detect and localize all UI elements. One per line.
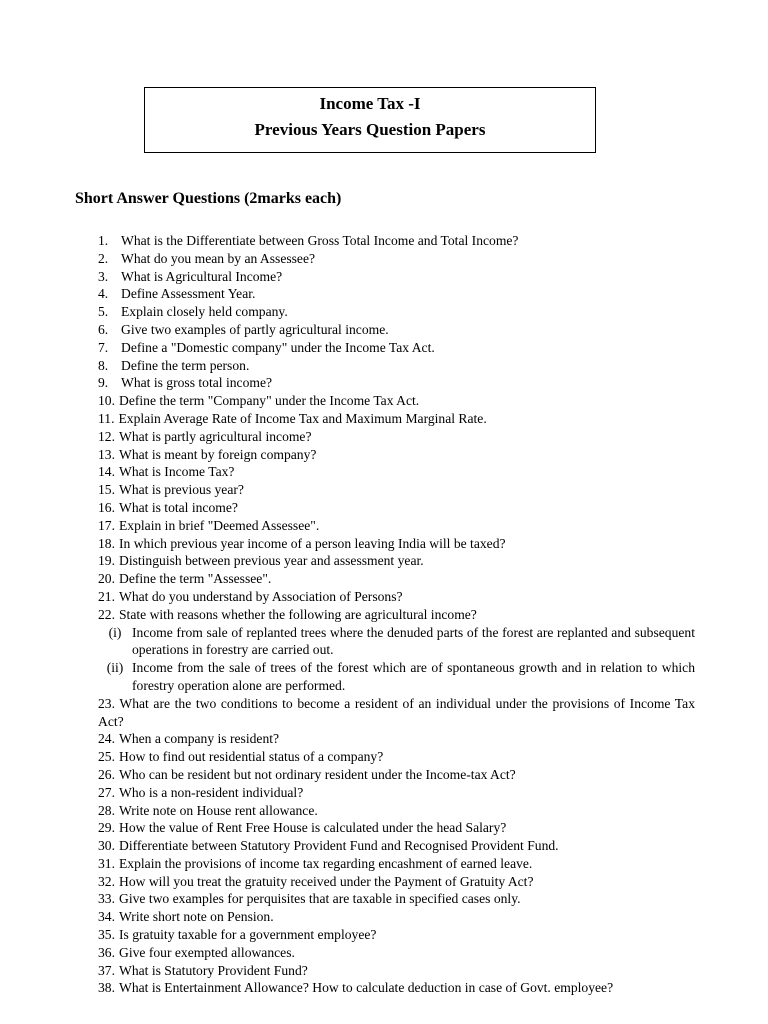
question-item: [98, 979, 695, 997]
question-item: [98, 250, 695, 268]
question-number: 37.: [98, 962, 115, 978]
question-number: 35.: [98, 927, 115, 943]
question-item: [98, 944, 695, 962]
document-title: Income Tax -I: [319, 94, 421, 113]
question-text: Differentiate between Statutory Provident Fund and Recognised Provident Fund.: [119, 838, 559, 854]
question-text: State with reasons whether the following are agricultural income?: [119, 606, 477, 622]
question-item: [98, 535, 695, 553]
question-number: 34.: [98, 909, 115, 925]
question-text: What are the two conditions to become a resident of an individual under the provisions of Income Tax Act?: [98, 695, 695, 729]
sub-item: [98, 659, 695, 695]
question-text: What is the Differentiate between Gross Total Income and Total Income?: [121, 233, 519, 248]
question-number: 20.: [98, 571, 115, 587]
question-item: [98, 819, 695, 837]
document-subtitle: Previous Years Question Papers: [254, 120, 486, 139]
question-text: What is Income Tax?: [119, 464, 235, 480]
question-number: 16.: [98, 499, 115, 515]
question-text: How to find out residential status of a company?: [119, 749, 384, 765]
question-item: [98, 357, 695, 375]
question-item: [98, 232, 695, 250]
question-number: 29.: [98, 820, 115, 836]
question-text: Who is a non-resident individual?: [119, 784, 304, 800]
question-text: Define the term person.: [121, 357, 250, 373]
question-text: Define a "Domestic company" under the Income Tax Act.: [121, 339, 435, 355]
question-number: 28.: [98, 802, 115, 818]
question-number: 31.: [98, 855, 115, 871]
section-heading: Short Answer Questions (2marks each): [75, 190, 342, 207]
sub-item-text: Income from sale of replanted trees where the denuded parts of the forest are replanted and subsequent operations in forestry are carried out.: [132, 624, 695, 658]
question-number: 4.: [98, 286, 109, 302]
question-text: What is Agricultural Income?: [121, 268, 283, 284]
question-text: When a company is resident?: [119, 731, 280, 747]
question-number: 10.: [98, 393, 115, 409]
question-item: [98, 446, 695, 464]
question-text: Explain Average Rate of Income Tax and Maximum Marginal Rate.: [118, 410, 487, 426]
question-item: [98, 784, 695, 802]
question-text: Who can be resident but not ordinary resident under the Income-tax Act?: [119, 766, 516, 782]
question-item: [98, 606, 695, 624]
question-number: 26.: [98, 766, 115, 782]
question-text: What is Statutory Provident Fund?: [119, 962, 308, 978]
question-item: [98, 730, 695, 748]
question-item: [98, 890, 695, 908]
question-number: 25.: [98, 749, 115, 765]
question-item: [98, 410, 695, 428]
question-number: 6.: [98, 321, 109, 337]
question-text: Explain the provisions of income tax regarding encashment of earned leave.: [119, 855, 533, 871]
question-number: 12.: [98, 428, 115, 444]
question-item: [98, 481, 695, 499]
question-number: 17.: [98, 517, 115, 533]
question-number: 11.: [98, 410, 115, 426]
question-text: What is gross total income?: [121, 375, 273, 391]
question-text: What do you understand by Association of Persons?: [119, 588, 403, 604]
question-item: [98, 552, 695, 570]
question-text: What do you mean by an Assessee?: [121, 250, 316, 266]
sub-item-numeral: (ii): [106, 660, 124, 676]
question-item: [98, 802, 695, 820]
question-text: Explain closely held company.: [121, 304, 288, 320]
question-item: [98, 303, 695, 321]
question-text: How the value of Rent Free House is calculated under the head Salary?: [119, 820, 507, 836]
question-text: What is previous year?: [119, 482, 244, 498]
question-number: 30.: [98, 838, 115, 854]
question-text: Explain in brief "Deemed Assessee".: [119, 517, 320, 533]
question-item: [98, 321, 695, 339]
question-number: 23.: [98, 695, 120, 711]
question-number: 27.: [98, 784, 115, 800]
question-item: [98, 392, 695, 410]
question-number: 18.: [98, 535, 115, 551]
question-number: 22.: [98, 606, 115, 622]
question-number: 3.: [98, 268, 109, 284]
question-item: [98, 517, 695, 535]
question-text: How will you treat the gratuity received under the Payment of Gratuity Act?: [119, 873, 534, 889]
question-number: 24.: [98, 731, 115, 747]
question-text: Define Assessment Year.: [121, 286, 256, 302]
question-text: Define the term "Assessee".: [119, 571, 272, 587]
question-number: 36.: [98, 944, 115, 960]
question-item: [98, 339, 695, 357]
question-text: Write short note on Pension.: [119, 909, 274, 925]
question-item: [98, 285, 695, 303]
question-item: [98, 428, 695, 446]
question-item: [98, 588, 695, 606]
question-text: Give two examples of partly agricultural income.: [121, 321, 389, 337]
question-number: 7.: [98, 339, 109, 355]
question-number: 33.: [98, 891, 115, 907]
question-item: [98, 748, 695, 766]
question-number: 32.: [98, 873, 115, 889]
question-number: 15.: [98, 482, 115, 498]
question-item: [98, 926, 695, 944]
question-item: [98, 766, 695, 784]
question-number: 19.: [98, 553, 115, 569]
question-text: Define the term "Company" under the Income Tax Act.: [119, 393, 420, 409]
question-item: [98, 374, 695, 392]
question-number: 1.: [98, 233, 109, 248]
question-text: Distinguish between previous year and assessment year.: [119, 553, 424, 569]
title-box: [144, 87, 596, 153]
question-number: 9.: [98, 375, 109, 391]
sub-item: [98, 624, 695, 660]
question-number: 13.: [98, 446, 115, 462]
question-item: [98, 855, 695, 873]
question-item: [98, 570, 695, 588]
question-item: [98, 268, 695, 286]
question-item: [98, 837, 695, 855]
question-number: 5.: [98, 304, 109, 320]
question-number: 2.: [98, 250, 109, 266]
question-text: In which previous year income of a person leaving India will be taxed?: [119, 535, 506, 551]
sub-item-numeral: (i): [108, 624, 122, 640]
question-text: What is Entertainment Allowance? How to calculate deduction in case of Govt. employee?: [119, 980, 614, 996]
question-item: [98, 908, 695, 926]
question-number: 21.: [98, 588, 115, 604]
question-text: Is gratuity taxable for a government employee?: [119, 927, 377, 943]
question-number: 8.: [98, 357, 109, 373]
question-item: [98, 499, 695, 517]
sub-item-text: Income from the sale of trees of the forest which are of spontaneous growth and in relation to which forestry operation alone are performed.: [132, 660, 695, 693]
question-number: 14.: [98, 464, 115, 480]
question-text: What is partly agricultural income?: [119, 428, 312, 444]
question-item: [98, 463, 695, 481]
question-item: [98, 873, 695, 891]
question-number: 38.: [98, 980, 115, 996]
question-text: Give two examples for perquisites that are taxable in specified cases only.: [119, 891, 521, 907]
question-list: [98, 232, 695, 997]
question-text: Write note on House rent allowance.: [119, 802, 318, 818]
question-text: What is meant by foreign company?: [119, 446, 317, 462]
question-item: [98, 962, 695, 980]
question-item: [98, 695, 695, 731]
question-text: What is total income?: [119, 499, 238, 515]
question-text: Give four exempted allowances.: [119, 944, 295, 960]
